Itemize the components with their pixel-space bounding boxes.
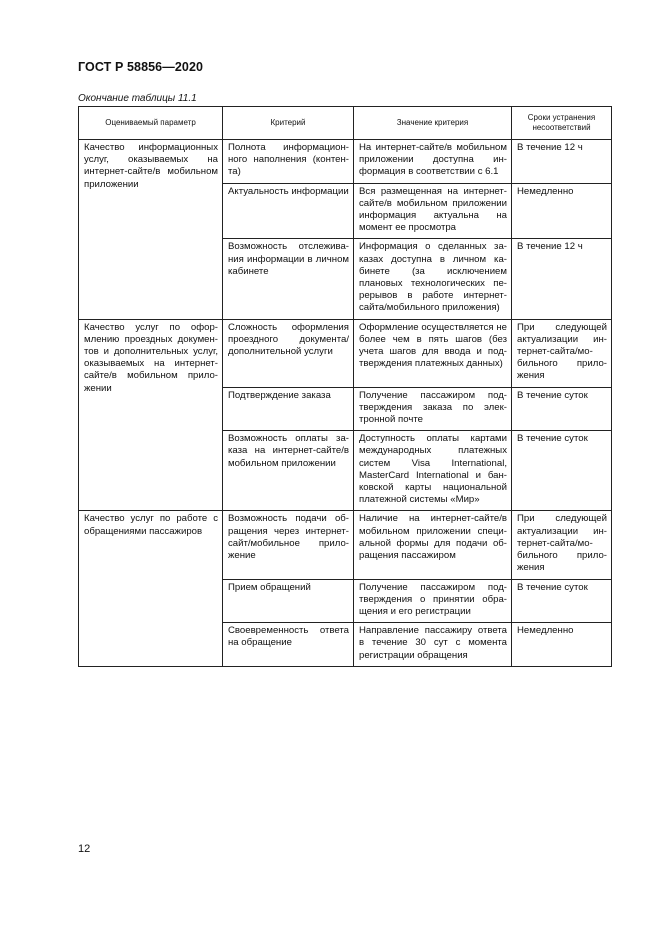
criterion-cell: Возможность отслеживания информации в личном кабинете xyxy=(223,239,354,319)
value-cell: Получение пассажиром подтверждения заказа по электронной почте xyxy=(354,387,512,431)
value-cell: На интернет-сайте/в мобильном приложении доступна информация в соответствии с 6.1 xyxy=(354,140,512,184)
value-cell: Информация о сделанных заказах доступна в личном кабинете (за исключением плановых технологических перерывов в работе интернет-сайта/мобильного приложения) xyxy=(354,239,512,319)
criterion-cell: Полнота информационного наполнения (контента) xyxy=(223,140,354,184)
table-row xyxy=(79,319,612,387)
column-header-parameter: Оцениваемый параметр xyxy=(79,107,223,140)
parameter-cell: Качество информационных услуг, оказываемых на интернет-сайте/в мобильном приложении xyxy=(79,140,223,320)
page-number: 12 xyxy=(78,843,91,855)
criterion-cell: Сложность оформления проездного документа/ дополнительной услуги xyxy=(223,319,354,387)
deadline-cell: Немедленно xyxy=(512,183,612,239)
criterion-cell: Прием обращений xyxy=(223,579,354,623)
deadline-cell: В течение 12 ч xyxy=(512,239,612,319)
table-caption: Окончание таблицы 11.1 xyxy=(78,93,197,104)
document-code: ГОСТ Р 58856—2020 xyxy=(78,60,204,74)
column-header-deadline: Сроки устранения несоответствий xyxy=(512,107,612,140)
value-cell: Наличие на интернет-сайте/в мобильном приложении специальной формы для подачи обращения пассажиром xyxy=(354,511,512,579)
criterion-cell: Актуальность информации xyxy=(223,183,354,239)
table-row xyxy=(79,511,612,579)
value-cell: Оформление осуществляется не более чем в пять шагов (без учета шагов для ввода и подтверждения платежных данных) xyxy=(354,319,512,387)
value-cell: Получение пассажиром подтверждения о принятии обращения и его регистрации xyxy=(354,579,512,623)
criteria-table xyxy=(78,106,612,667)
criterion-cell: Возможность подачи обращения через интернет-сайт/мобильное приложение xyxy=(223,511,354,579)
deadline-cell: При следующей актуализации интернет-сайта/мобильного приложения xyxy=(512,511,612,579)
deadline-cell: В течение суток xyxy=(512,387,612,431)
parameter-cell: Качество услуг по работе с обращениями пассажиров xyxy=(79,511,223,666)
deadline-cell: В течение суток xyxy=(512,579,612,623)
column-header-value: Значение критерия xyxy=(354,107,512,140)
value-cell: Доступность оплаты картами международных платежных систем Visa International, MasterCard International и банковской карты национальной платежной системы «Мир» xyxy=(354,431,512,511)
table-header-row xyxy=(79,107,612,140)
criterion-cell: Возможность оплаты заказа на интернет-сайте/в мобильном приложении xyxy=(223,431,354,511)
deadline-cell: Немедленно xyxy=(512,623,612,667)
criterion-cell: Подтверждение заказа xyxy=(223,387,354,431)
table-row xyxy=(79,140,612,184)
column-header-criterion: Критерий xyxy=(223,107,354,140)
criterion-cell: Своевременность ответа на обращение xyxy=(223,623,354,667)
value-cell: Вся размещенная на интернет-сайте/в мобильном приложении информация актуальна на момент ее просмотра xyxy=(354,183,512,239)
parameter-cell: Качество услуг по оформлению проездных документов и дополнительных услуг, оказываемых на интернет-сайте/в мобильном приложении xyxy=(79,319,223,511)
deadline-cell: При следующей актуализации интернет-сайта/мобильного приложения xyxy=(512,319,612,387)
deadline-cell: В течение 12 ч xyxy=(512,140,612,184)
deadline-cell: В течение суток xyxy=(512,431,612,511)
value-cell: Направление пассажиру ответа в течение 30 сут с момента регистрации обращения xyxy=(354,623,512,667)
